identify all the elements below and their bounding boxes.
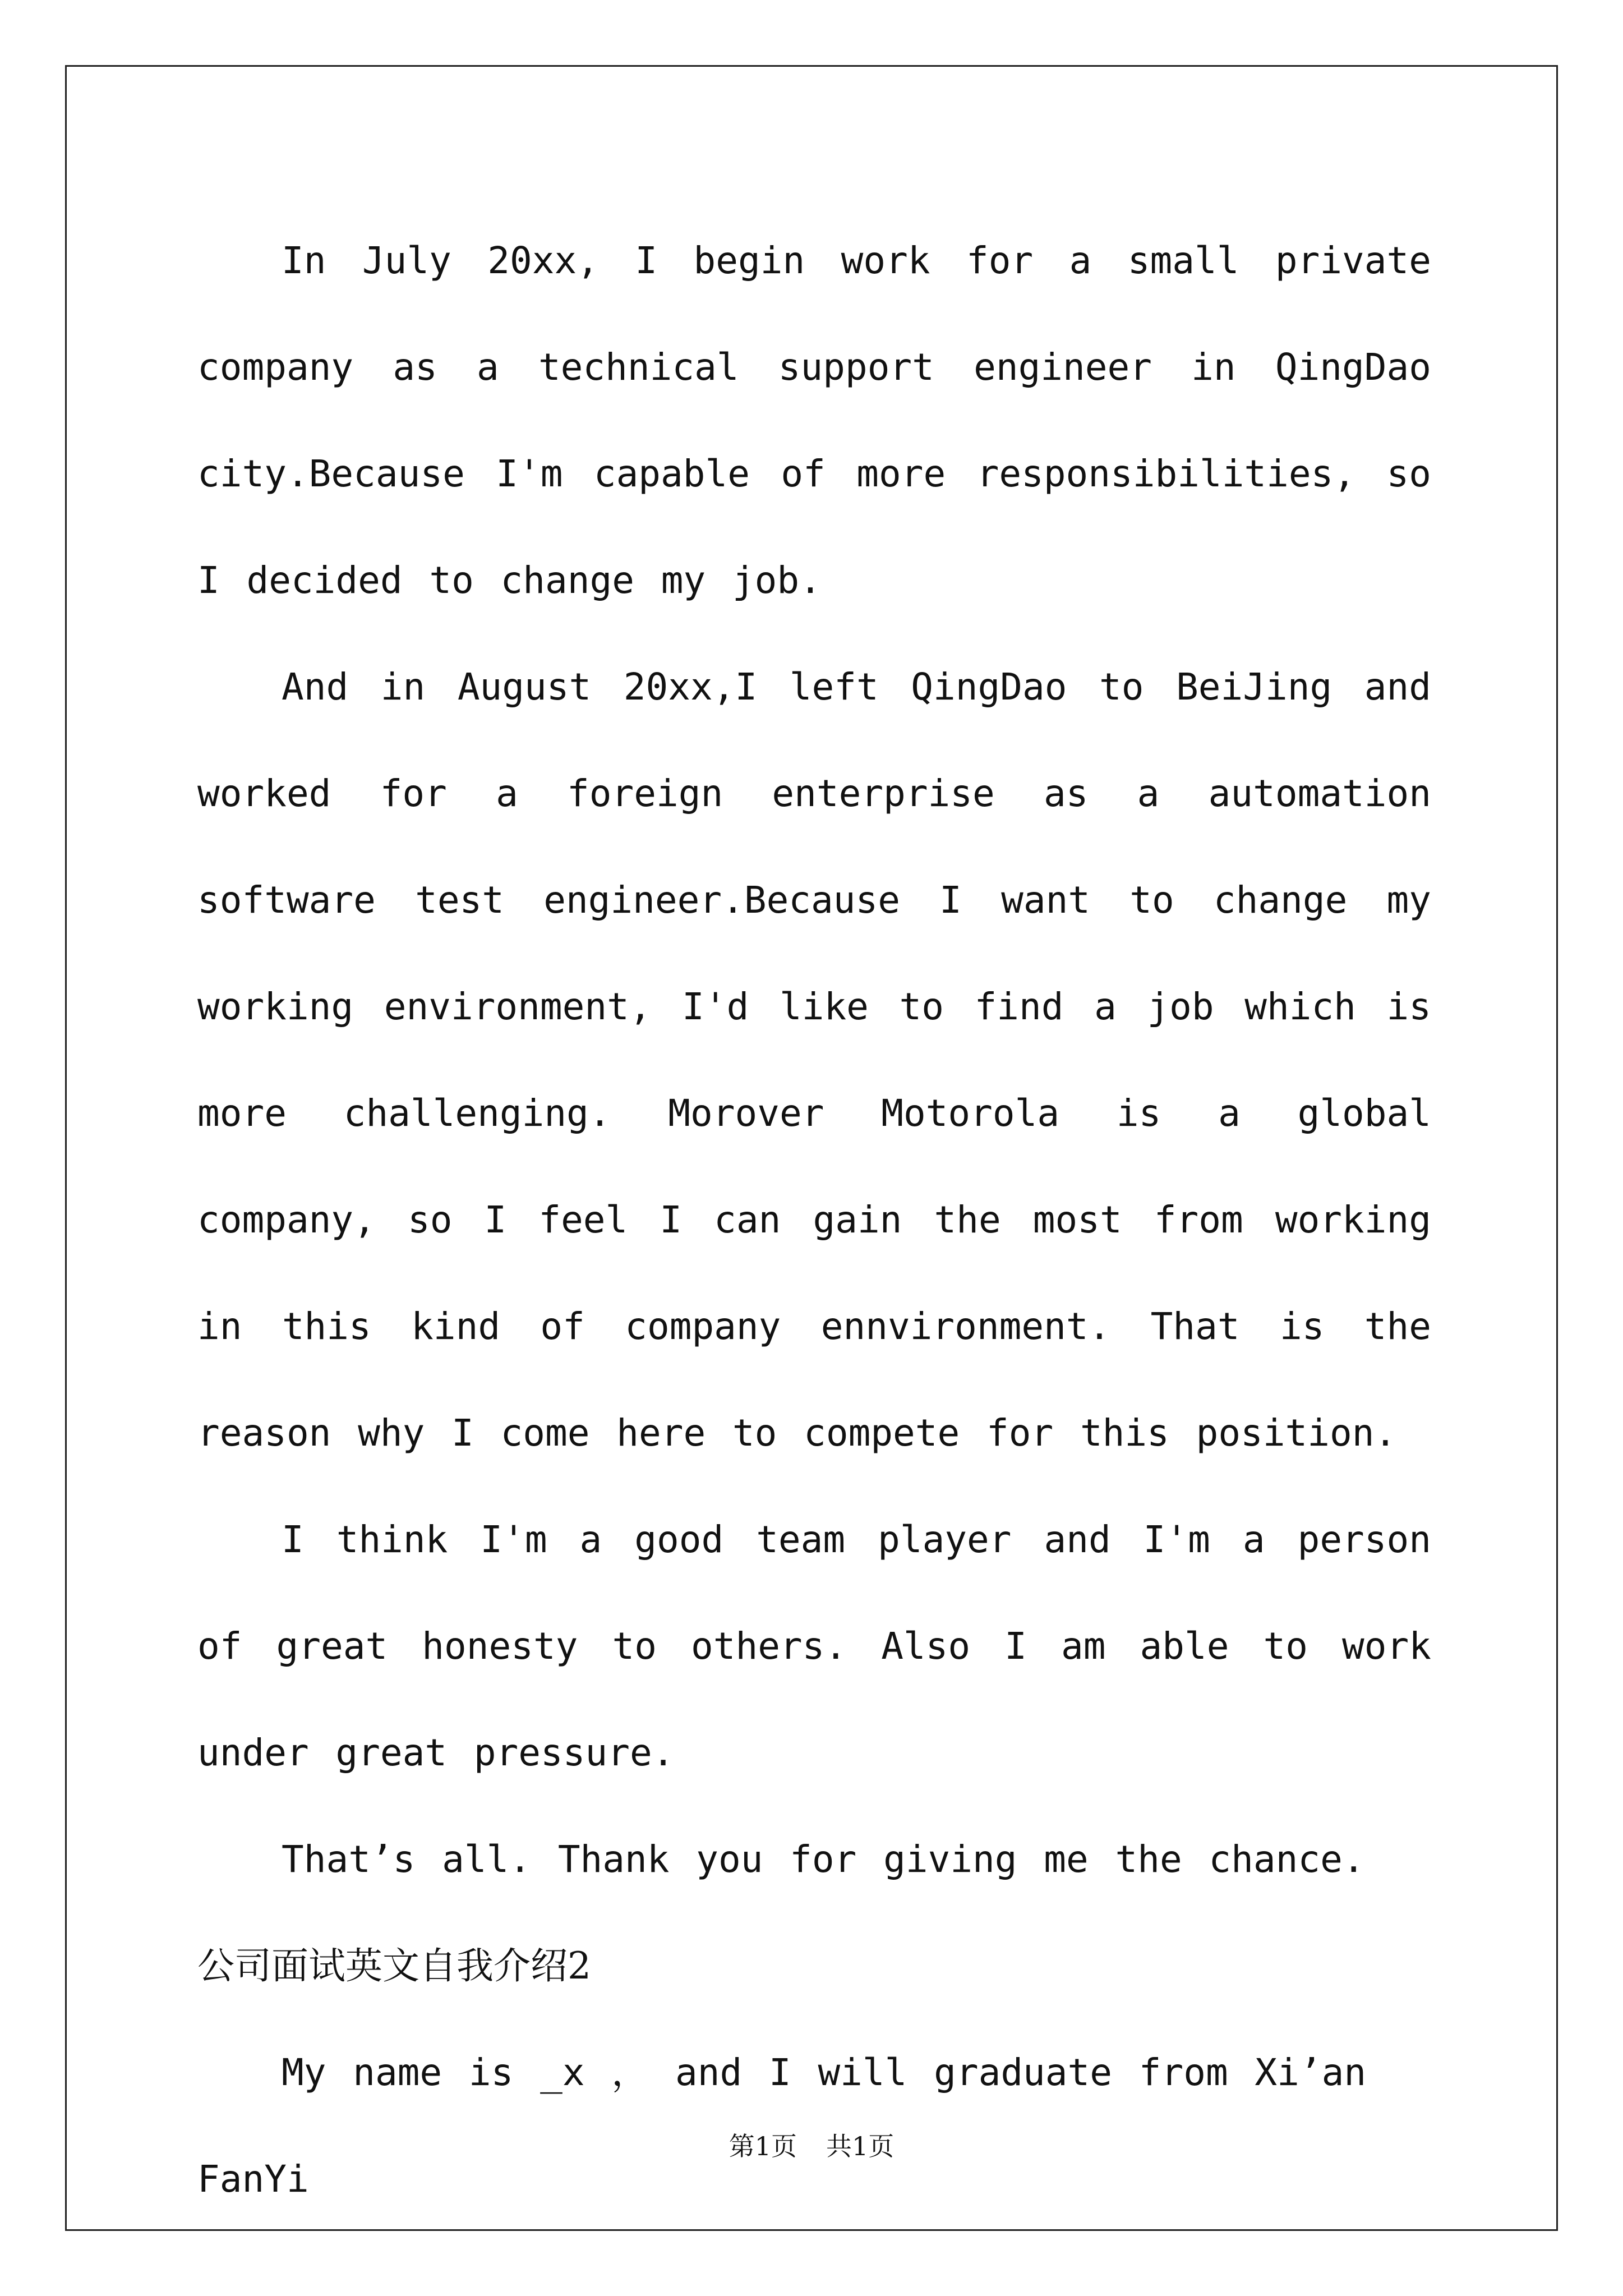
paragraph-5: My name is _x ， and I will graduate from Xi’an FanYi	[197, 2051, 1367, 2201]
document-body	[197, 208, 1431, 2233]
paragraph-1: In July 20xx, I begin work for a small private company as a technical support engineer in QingDao city.Because I'm capable of more responsibilities, so I decided to change my job.	[197, 239, 1431, 602]
page-number: 第1页	[728, 2131, 797, 2161]
section-heading: 公司面试英文自我介绍2	[197, 1944, 591, 1987]
paragraph-2: And in August 20xx,I left QingDao to BeiJing and worked for a foreign enterprise as a automation software test engineer.Because I want to change my working environment, I'd like to find a job which is more challenging. Morover Motorola is a global company, so I feel I can gain the most from working in this kind of company ennvironment. That is the reason why I come here to compete for this position.	[197, 665, 1431, 1455]
paragraph-4: That’s all. Thank you for giving me the chance.	[282, 1838, 1365, 1881]
page-footer	[0, 2126, 1623, 2163]
page-total: 共1页	[826, 2131, 895, 2161]
paragraph-3: I think I'm a good team player and I'm a person of great honesty to others. Also I am able to work under great pressure.	[197, 1518, 1431, 1774]
